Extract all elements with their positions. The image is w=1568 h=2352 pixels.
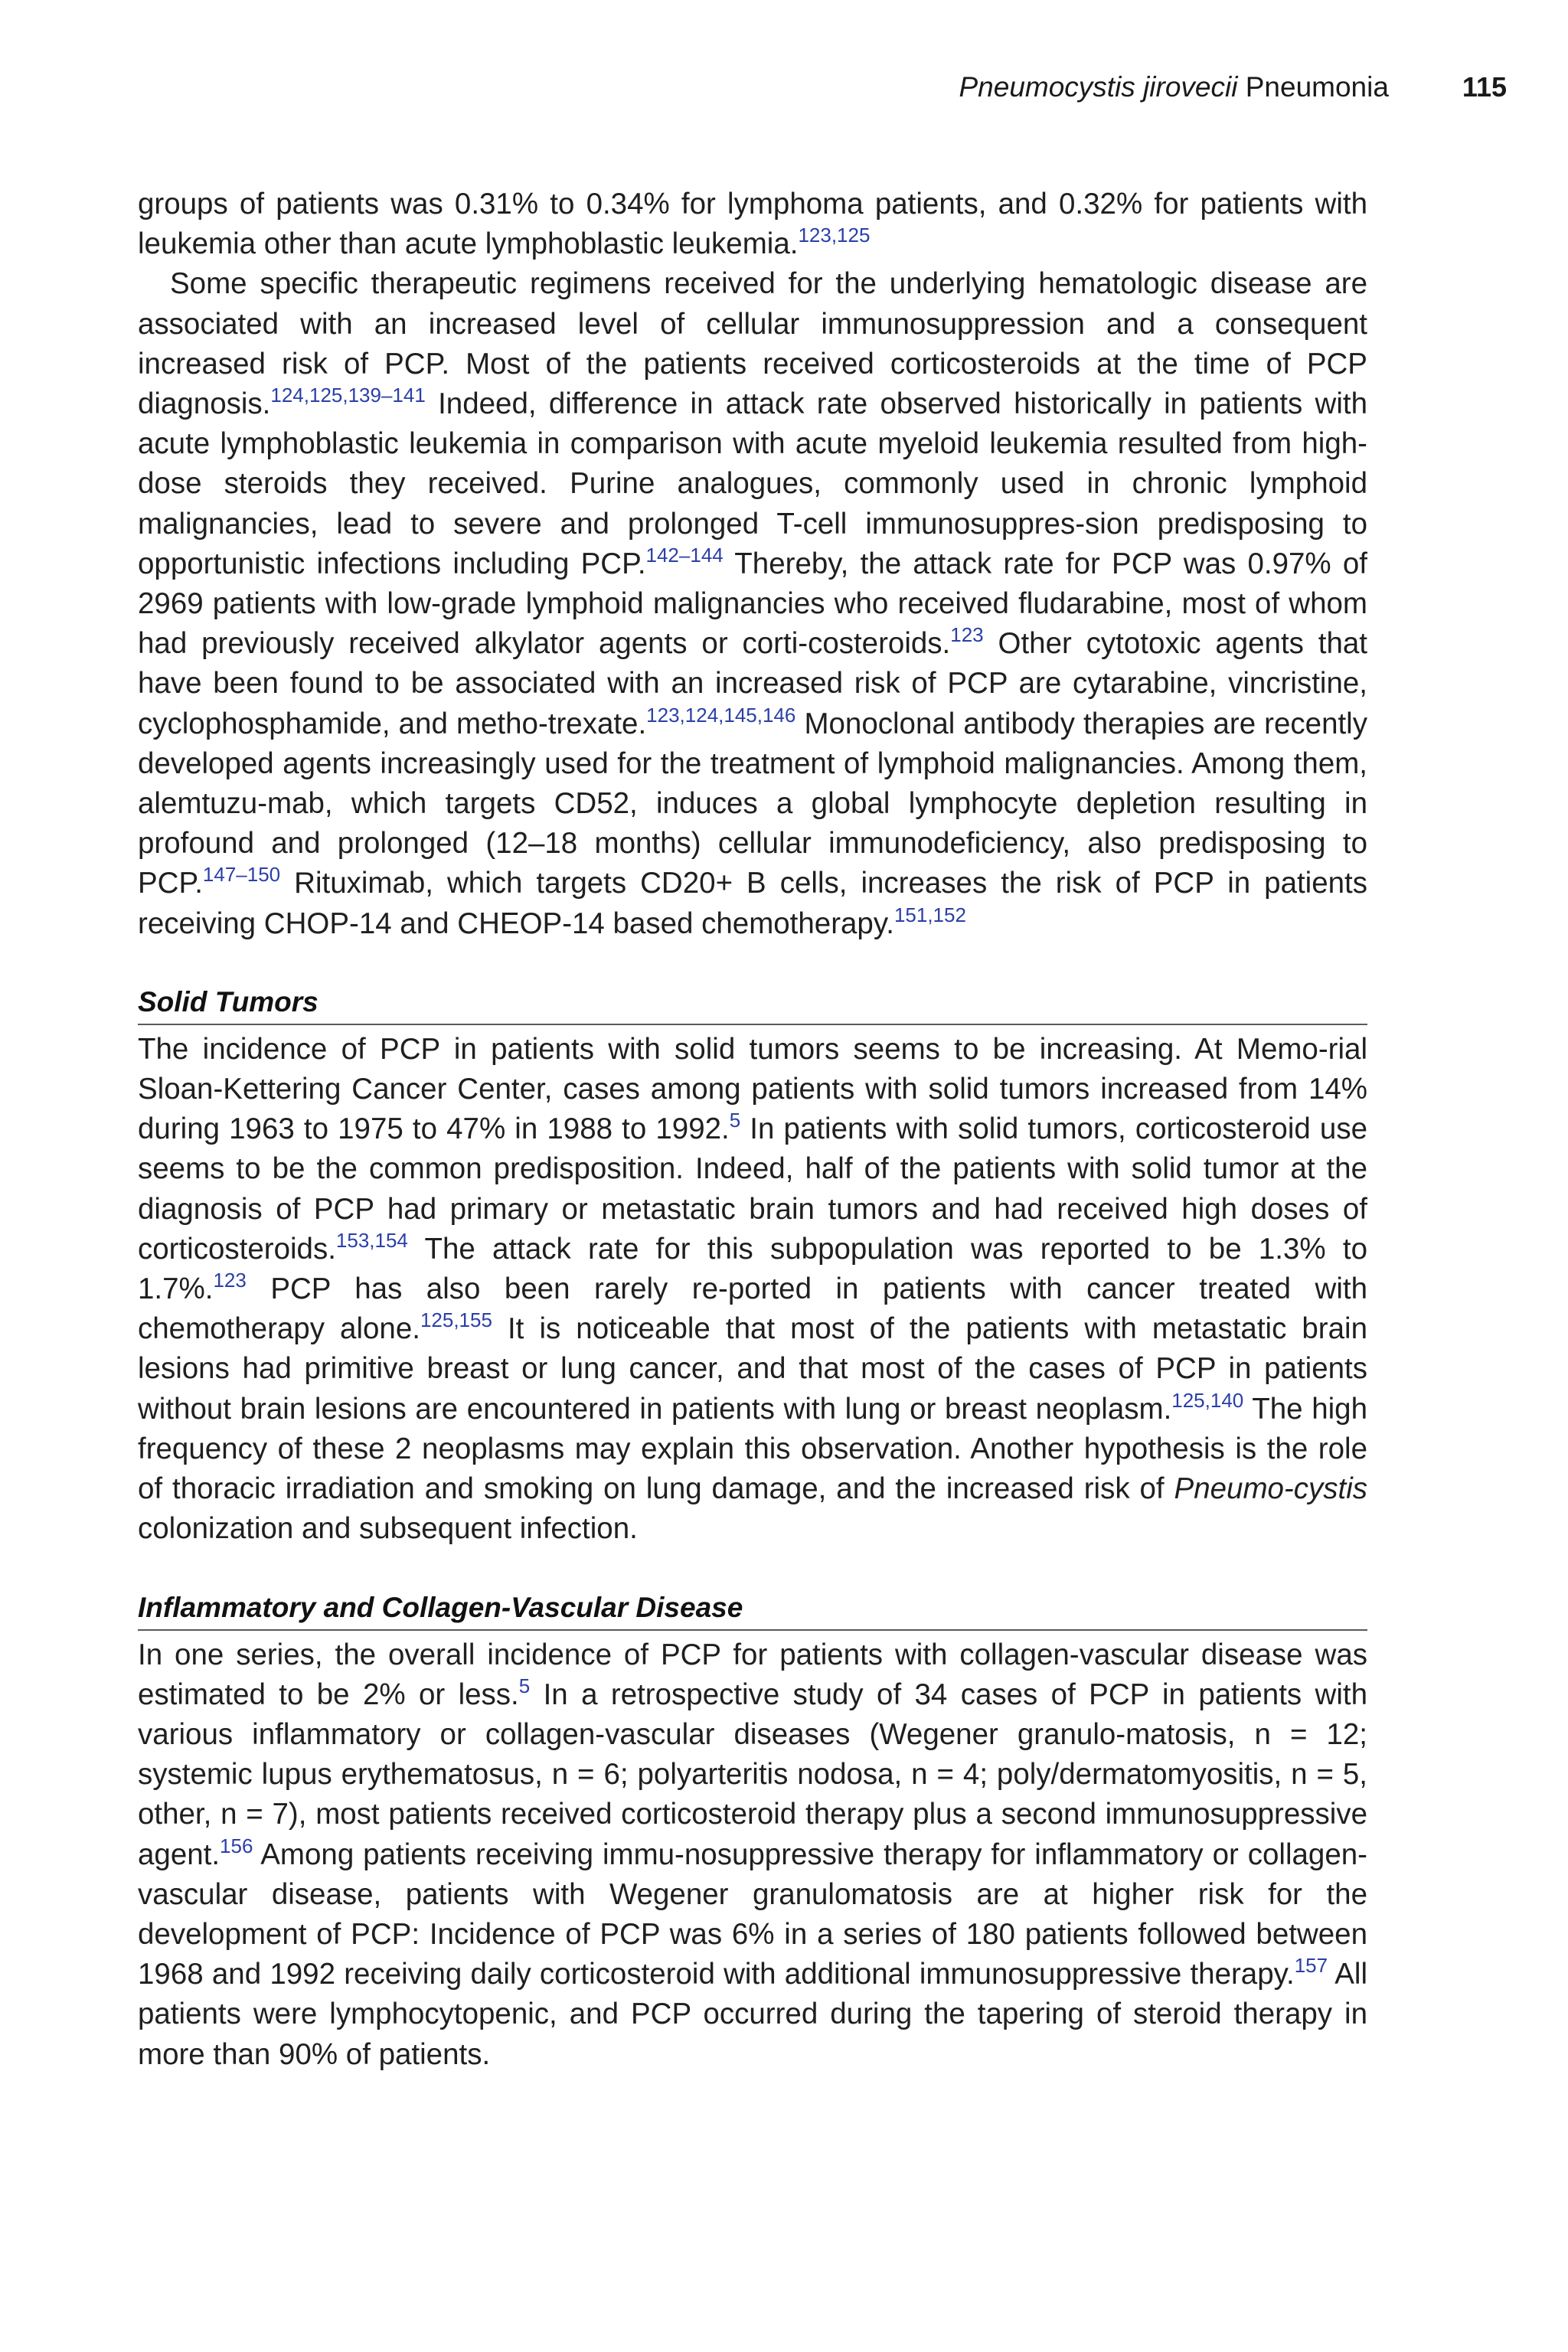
text-run: The attack rate for this subpopulation was reported to be 1.3% to 1.7%. — [138, 1232, 1367, 1306]
paragraph-therapeutic-regimens — [138, 264, 1367, 943]
section-heading-inflammatory: Inflammatory and Collagen-Vascular Disease — [138, 1588, 1367, 1631]
article-body — [138, 185, 1367, 2075]
reference-citation[interactable]: 123,125 — [798, 224, 871, 247]
text-run: The high frequency of these 2 neoplasms may explain this observation. Another hypothesis is the role of thoracic irradiation and smoking on lung damage, and the increased risk of — [138, 1392, 1367, 1506]
text-run: Other cytotoxic agents that have been found to be associated with an increased risk of PCP are cytarabine, vincristine, cyclophosphamide, and metho-trexate. — [138, 627, 1368, 740]
running-header — [138, 64, 1507, 110]
paragraph-solid-tumors — [138, 1030, 1367, 1550]
reference-citation[interactable]: 124,125,139–141 — [270, 384, 426, 407]
reference-citation[interactable]: 151,152 — [893, 903, 966, 926]
page-number: 115 — [1462, 71, 1507, 103]
text-run: Some specific therapeutic regimens received for the underlying hematologic disease are associated with an increased level of cellular immunosuppression and a consequent increased risk of PCP. Most of the patients received corticosteroids at the time of PCP diagnosis. — [138, 267, 1367, 421]
reference-citation[interactable]: 123,124,145,146 — [646, 703, 796, 727]
text-run: In a retrospective study of 34 cases of PCP in patients with various inflammatory or collagen-vascular diseases (Wegener granulo-matosis, n = 12; systemic lupus erythematosus, n = 6; polyarteritis nodosa, n = 4; poly/dermatomyositis, n = 5, other, n = 7), most patients received corticosteroid therapy plus a second immunosuppressive agent. — [138, 1677, 1368, 1871]
section-heading-solid-tumors: Solid Tumors — [138, 982, 1367, 1025]
reference-citation[interactable]: 5 — [518, 1674, 531, 1697]
reference-citation[interactable]: 5 — [729, 1109, 741, 1132]
text-run: The incidence of PCP in patients with solid tumors seems to be increasing. At Memo-rial Sloan-Kettering Cancer Center, cases among patients with solid tumors increased from 14% during 1963 to 1975 to 47% in 1988 to 1992. — [138, 1032, 1367, 1146]
text-run: PCP has also been rarely re-ported in patients with cancer treated with chemotherapy alone. — [138, 1272, 1367, 1346]
running-title-italic: Pneumocystis jirovecii — [959, 71, 1238, 103]
reference-citation[interactable]: 153,154 — [335, 1228, 408, 1252]
text-run: colonization and subsequent infection. — [138, 1512, 638, 1546]
reference-citation[interactable]: 123 — [950, 623, 984, 647]
paragraph-continued — [138, 185, 1367, 264]
running-title — [959, 71, 1389, 103]
text-run: Rituximab, which targets CD20+ B cells, increases the risk of PCP in patients receiving CHOP-14 and CHEOP-14 based chemotherapy. — [138, 867, 1367, 940]
reference-citation[interactable]: 157 — [1294, 1954, 1328, 1978]
reference-citation[interactable]: 147–150 — [202, 863, 281, 887]
text-run: In one series, the overall incidence of PCP for patients with collagen-vascular disease was estimated to be 2% or less. — [138, 1638, 1367, 1711]
text-run: Among patients receiving immu-nosuppressive therapy for inflammatory or collagen-vascular disease, patients with Wegener granulomatosis are at higher risk for the development of PCP: Incidence of PCP was 6% in a series of 180 patients followed between 1968 and 1992 receiving daily corticosteroid with additional immunosuppressive therapy. — [138, 1838, 1367, 1991]
reference-citation[interactable]: 123 — [213, 1269, 247, 1292]
text-run: Monoclonal antibody therapies are recently developed agents increasingly used for the treatment of lymphoid malignancies. Among them, alemtuzu-mab, which targets CD52, induces a global lymphocyte depletion resulting in profound and prolonged (12–18 months) cellular immunodeficiency, also predisposing to PCP. — [138, 707, 1367, 900]
reference-citation[interactable]: 142–144 — [645, 543, 724, 567]
text-run: It is noticeable that most of the patients with metastatic brain lesions had primitive breast or lung cancer, and that most of the cases of PCP in patients without brain lesions are encountered in patients with lung or breast neoplasm. — [138, 1312, 1367, 1426]
italic-term: Pneumo-cystis — [1174, 1472, 1367, 1506]
reference-citation[interactable]: 156 — [220, 1834, 253, 1857]
text-run: Indeed, difference in attack rate observed historically in patients with acute lymphoblastic leukemia in comparison with acute myeloid leukemia resulted from high-dose steroids they received. Purine analogues, commonly used in chronic lymphoid malignancies, lead to severe and prolonged T-cell immunosuppres-sion predisposing to opportunistic infections including PCP. — [138, 387, 1367, 580]
reference-citation[interactable]: 125,140 — [1171, 1388, 1244, 1412]
text-run: All patients were lymphocytopenic, and PCP occurred during the tapering of steroid therapy in more than 90% of patients. — [138, 1958, 1368, 2071]
text-run: In patients with solid tumors, corticosteroid use seems to be the common predisposition. Indeed, half of the patients with solid tumor at the diagnosis of PCP had primary or metastatic brain tumors and had received high doses of corticosteroids. — [138, 1112, 1367, 1266]
reference-citation[interactable]: 125,155 — [420, 1308, 492, 1332]
text-run: Thereby, the attack rate for PCP was 0.97% of 2969 patients with low-grade lymphoid malignancies who received fludarabine, most of whom had previously received alkylator agents or corti-costeroids. — [138, 547, 1367, 661]
paragraph-inflammatory — [138, 1635, 1367, 2075]
running-title-rest: Pneumonia — [1237, 71, 1389, 103]
text-run: groups of patients was 0.31% to 0.34% for lymphoma patients, and 0.32% for patients with leukemia other than acute lymphoblastic leukemia. — [138, 188, 1367, 261]
